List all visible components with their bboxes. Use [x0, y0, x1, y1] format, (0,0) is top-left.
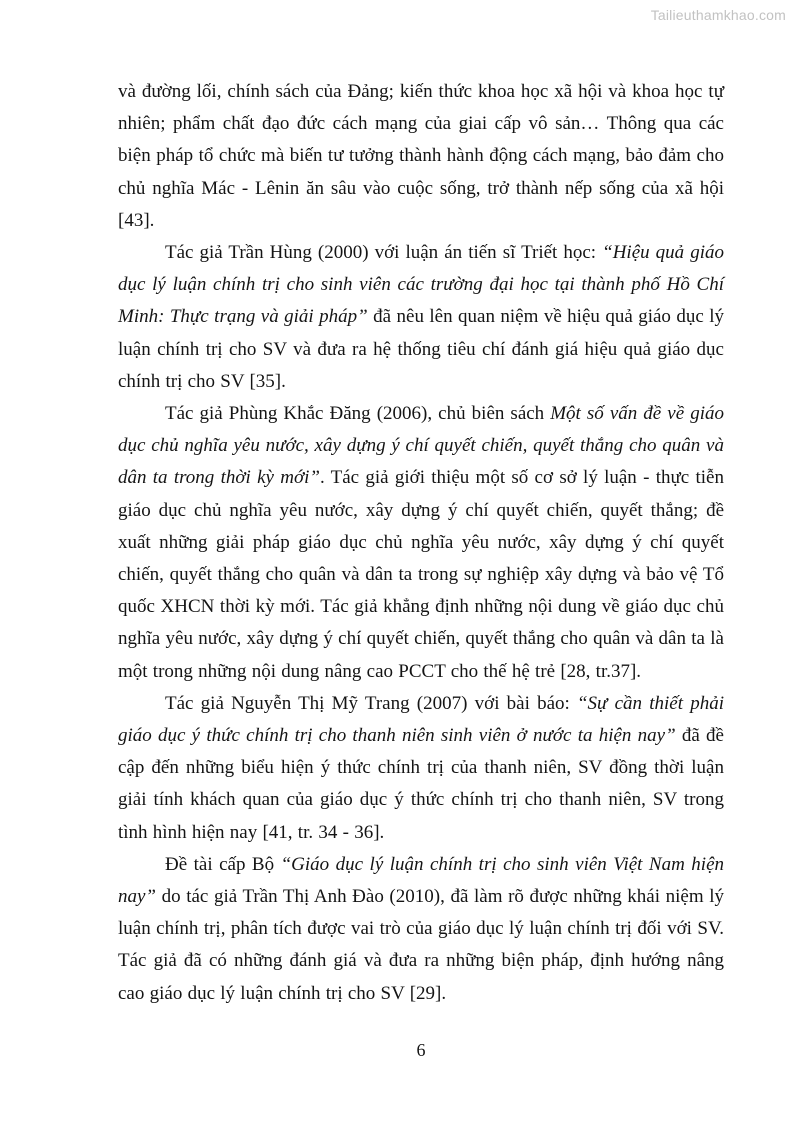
text-run-italic: Một số vấn đề về giáo dục chủ nghĩa yêu nước, xây dựng ý chí quyết chiến, quyết thắng cho quân và dân ta trong thời kỳ mới” [118, 403, 724, 489]
text-run-regular: đã đề cập đến những biểu hiện ý thức chính trị của thanh niên, SV đồng thời luận giải tính khách quan của giáo dục ý thức chính trị cho thanh niên, SV trong tình hình hiện nay [41, tr. 34 - 36]. [118, 725, 724, 843]
text-run-regular: do tác giả Trần Thị Anh Đào (2010), đã làm rõ được những khái niệm lý luận chính trị, phân tích được vai trò của giáo dục lý luận chính trị đối với SV. Tác giả đã có những đánh giá và đưa ra những biện pháp, định hướng nâng cao giáo dục lý luận chính trị cho SV [29]. [118, 886, 724, 1004]
text-run-regular: Tác giả Trần Hùng (2000) với luận án tiến sĩ Triết học: [165, 242, 603, 264]
text-run-regular: Đề tài cấp Bộ [165, 853, 281, 875]
paragraph-1 [118, 76, 724, 237]
text-run-italic: “Giáo dục lý luận chính trị cho sinh viên Việt Nam hiện nay” [118, 853, 725, 908]
text-run-italic: “Hiệu quả giáo dục lý luận chính trị cho sinh viên các trường đại học tại thành phố Hồ Chí Minh: Thực trạng và giải pháp” [118, 242, 724, 328]
paragraph-5 [118, 849, 724, 1010]
paragraph-3 [118, 398, 724, 688]
text-run-italic: “Sự cần thiết phải giáo dục ý thức chính trị cho thanh niên sinh viên ở nước ta hiện nay” [118, 692, 724, 747]
text-run-regular: Tác giả Nguyễn Thị Mỹ Trang (2007) với bài báo: [165, 692, 577, 714]
text-run-regular: và đường lối, chính sách của Đảng; kiến thức khoa học xã hội và khoa học tự nhiên; phẩm chất đạo đức cách mạng của giai cấp vô sản… Thông qua các biện pháp tổ chức mà biến tư tưởng thành hành động cách mạng, bảo đảm cho chủ nghĩa Mác - Lênin ăn sâu vào cuộc sống, trở thành nếp sống của xã hội [43]. [118, 81, 724, 231]
text-run-regular: . Tác giả giới thiệu một số cơ sở lý luận - thực tiễn giáo dục chủ nghĩa yêu nước, xây dựng ý chí quyết chiến, quyết thắng; đề xuất những giải pháp giáo dục chủ nghĩa yêu nước, xây dựng ý chí quyết chiến, quyết thắng cho quân và dân ta trong sự nghiệp xây dựng và bảo vệ Tổ quốc XHCN thời kỳ mới. Tác giả khẳng định những nội dung về giáo dục chủ nghĩa yêu nước, xây dựng ý chí quyết chiến, quyết thắng cho quân và dân ta là một trong những nội dung nâng cao PCCT cho thế hệ trẻ [28, tr.37]. [118, 467, 724, 682]
paragraph-4 [118, 688, 724, 849]
page-body-text [118, 76, 724, 1010]
text-run-regular: đã nêu lên quan niệm về hiệu quả giáo dục lý luận chính trị cho SV và đưa ra hệ thống tiêu chí đánh giá hiệu quả giáo dục chính trị cho SV [35]. [118, 306, 724, 392]
page-number: 6 [416, 1040, 426, 1060]
paragraph-2 [118, 237, 724, 398]
text-run-regular: Tác giả Phùng Khắc Đăng (2006), chủ biên sách [165, 403, 551, 425]
watermark-text: Tailieuthamkhao.com [650, 7, 786, 23]
